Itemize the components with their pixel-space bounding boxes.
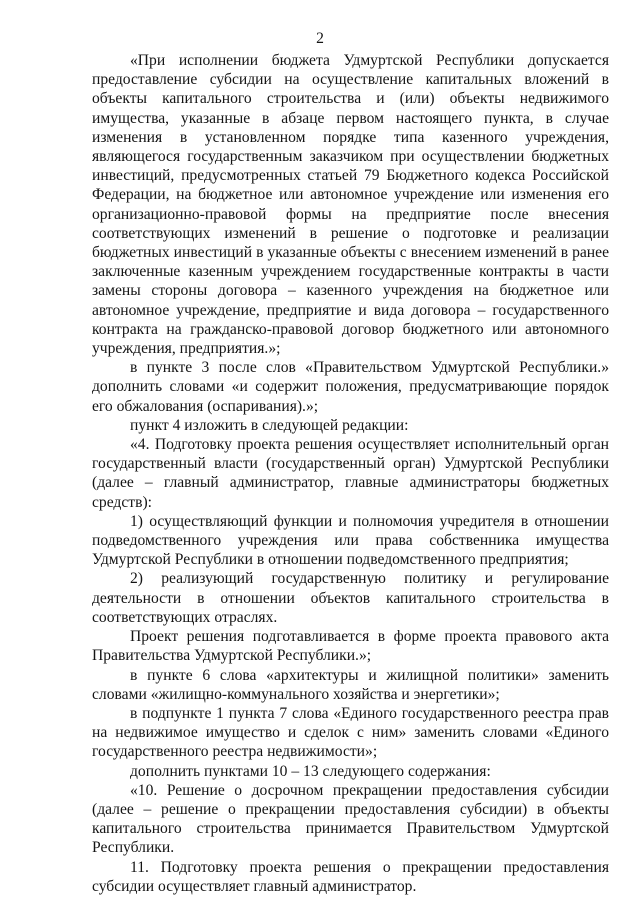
- paragraph: «При исполнении бюджета Удмуртской Республики допускается предоставление субсидии на осуществление капитальных вложений в объекты капитального строительства и (или) объекты недвижимого имущества, указанные в абзаце первом настоящего пункта, в случае изменения в установленном порядке типа казенного учреждения, являющегося государственным заказчиком при осуществлении бюджетных инвестиций, предусмотренных статьей 79 Бюджетного кодекса Российской Федерации, на бюджетное или автономное учреждение или изменения его организационно-правовой формы на предприятие после внесения соответствующих изменений в решение о подготовке и реализации бюджетных инвестиций в указанные объекты с внесением изменений в ранее заключенные казенным учреждением государственные контракты в части замены стороны договора – казенного учреждения на бюджетное или автономное учреждение, предприятие и вида договора – государственного контракта на гражданско-правовой договор бюджетного или автономного учреждения, предприятия.»;: [92, 52, 609, 358]
- paragraph: 1) осуществляющий функции и полномочия учредителя в отношении подведомственного учреждения или права собственника имущества Удмуртской Республики в отношении подведомственного предприятия;: [92, 512, 609, 569]
- paragraph: «10. Решение о досрочном прекращении предоставления субсидии (далее – решение о прекращении предоставления субсидии) в объекты капитального строительства принимается Правительством Удмуртской Республики.: [92, 781, 609, 857]
- paragraph: дополнить пунктами 10 – 13 следующего содержания:: [130, 762, 491, 780]
- paragraph: в подпункте 1 пункта 7 слова «Единого государственного реестра прав на недвижимое имущество и сделок с ним» заменить словами «Единого государственного реестра недвижимости»;: [92, 704, 609, 761]
- paragraph: «4. Подготовку проекта решения осуществляет исполнительный орган государственный власти (государственный орган) Удмуртской Республики (далее – главный администратор, главные администраторы бюджетных средств):: [92, 436, 609, 511]
- paragraph: пункт 4 изложить в следующей редакции:: [130, 416, 409, 434]
- paragraph: 2) реализующий государственную политику и регулирование деятельности в отношении объектов капитального строительства в соответствующих отраслях.: [92, 570, 609, 626]
- paragraph: Проект решения подготавливается в форме проекта правового акта Правительства Удмуртской Республики.»;: [92, 628, 609, 665]
- paragraph: в пункте 6 слова «архитектуры и жилищной политики» заменить словами «жилищно-коммунального хозяйства и энергетики»;: [92, 666, 609, 703]
- page-number: 2: [316, 30, 324, 47]
- paragraph: в пункте 3 после слов «Правительством Удмуртской Республики.» дополнить словами «и содержит положения, предусматривающие порядок его обжалования (оспаривания).»;: [92, 359, 609, 415]
- document-body: [92, 51, 609, 896]
- paragraph: 11. Подготовку проекта решения о прекращении предоставления субсидии осуществляет главный администратор.: [92, 858, 609, 895]
